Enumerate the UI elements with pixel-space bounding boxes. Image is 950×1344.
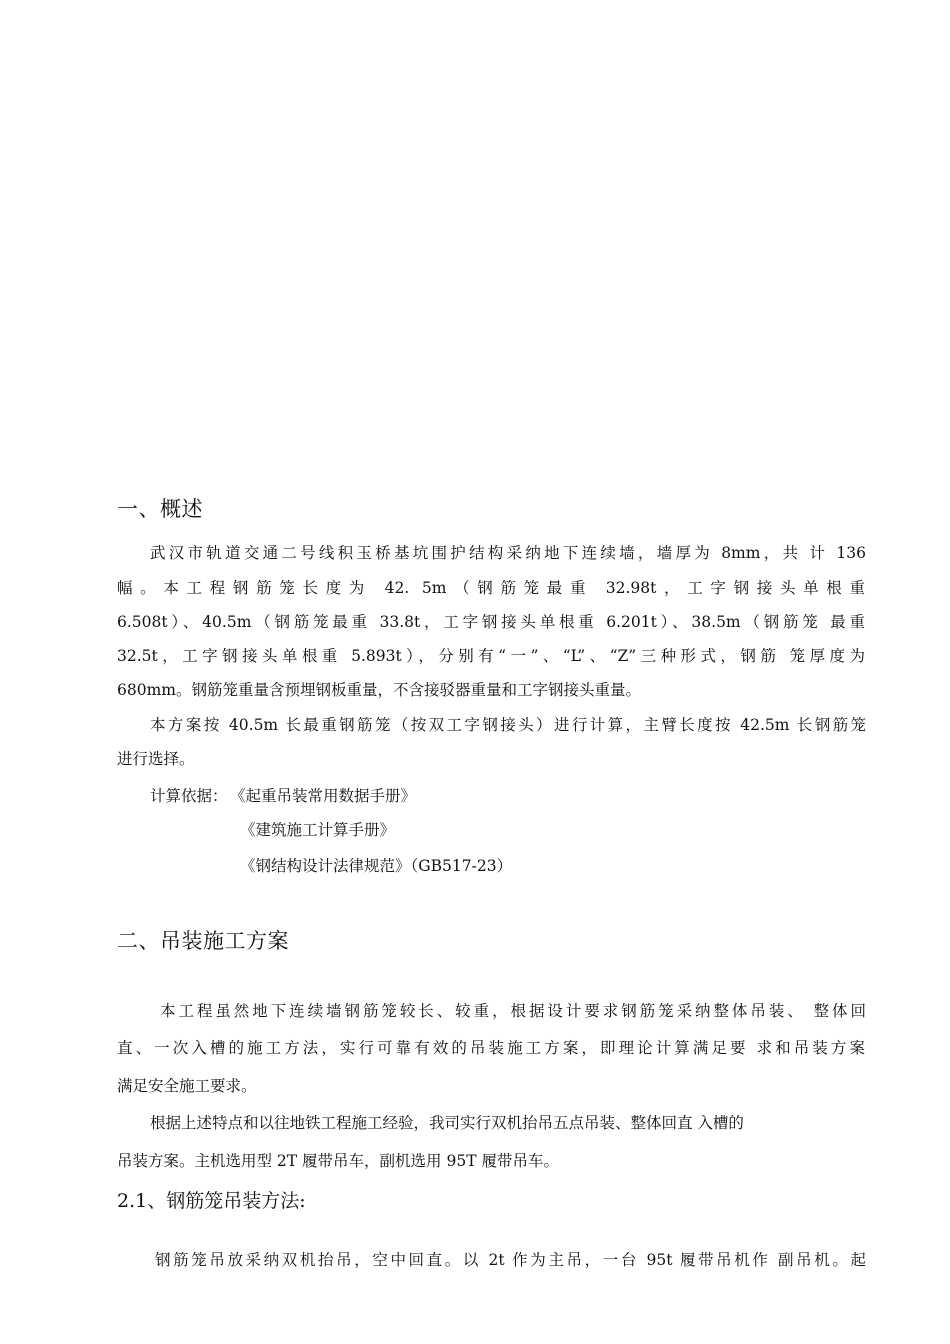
paragraph-line: 幅。本工程钢筋笼长度为 42. 5m（钢筋笼最重 32.98t，工字钢接头单根重	[117, 579, 865, 597]
paragraph-line: 本工程虽然地下连续墙钢筋笼较长、较重，根据设计要求钢筋笼采纳整体吊装、 整体回	[160, 1002, 866, 1020]
paragraph-line: 满足安全施工要求。	[117, 1077, 257, 1095]
paragraph-line: 根据上述特点和以往地铁工程施工经验，我司实行双机抬吊五点吊装、整体回直 入槽的	[150, 1114, 744, 1132]
paragraph-line: 6.508t）、40.5m（钢筋笼最重 33.8t，工字钢接头单根重 6.201t）、38.5m（钢筋笼 最重	[117, 613, 865, 631]
section-heading-overview: 一、概述	[117, 497, 203, 521]
paragraph-line: 32.5t，工字钢接头单根重 5.893t），分别有“一”、“L”、“Z”三种形式，钢筋 笼厚度为	[117, 647, 865, 665]
paragraph-line: 直、一次入槽的施工方法，实行可靠有效的吊装施工方案，即理论计算满足要 求和吊装方案	[117, 1039, 865, 1057]
paragraph-line: 680mm。钢筋笼重量含预埋钢板重量，不含接驳器重量和工字钢接头重量。	[117, 681, 641, 699]
paragraph-line: 吊装方案。主机选用型 2T 履带吊车，副机选用 95T 履带吊车。	[117, 1152, 559, 1170]
paragraph-line: 钢筋笼吊放采纳双机抬吊，空中回直。以 2t 作为主吊，一台 95t 履带吊机作 副吊机。起	[155, 1251, 866, 1269]
paragraph-line: 进行选择。	[117, 750, 195, 768]
paragraph-line: 武汉市轨道交通二号线积玉桥基坑围护结构采纳地下连续墙，墙厚为 8mm，共 计 136	[150, 544, 866, 562]
reference-item: 《钢结构设计法律规范》（GB517-23）	[240, 857, 513, 875]
calculation-basis-label: 计算依据：	[150, 787, 228, 805]
reference-item: 《起重吊装常用数据手册》	[230, 787, 417, 805]
section-heading-lifting-plan: 二、吊装施工方案	[117, 929, 289, 953]
reference-item: 《建筑施工计算手册》	[240, 821, 396, 839]
subsection-heading: 2.1、钢筋笼吊装方法:	[117, 1190, 306, 1212]
paragraph-line: 本方案按 40.5m 长最重钢筋笼（按双工字钢接头）进行计算，主臂长度按 42.5m 长钢筋笼	[150, 716, 866, 734]
